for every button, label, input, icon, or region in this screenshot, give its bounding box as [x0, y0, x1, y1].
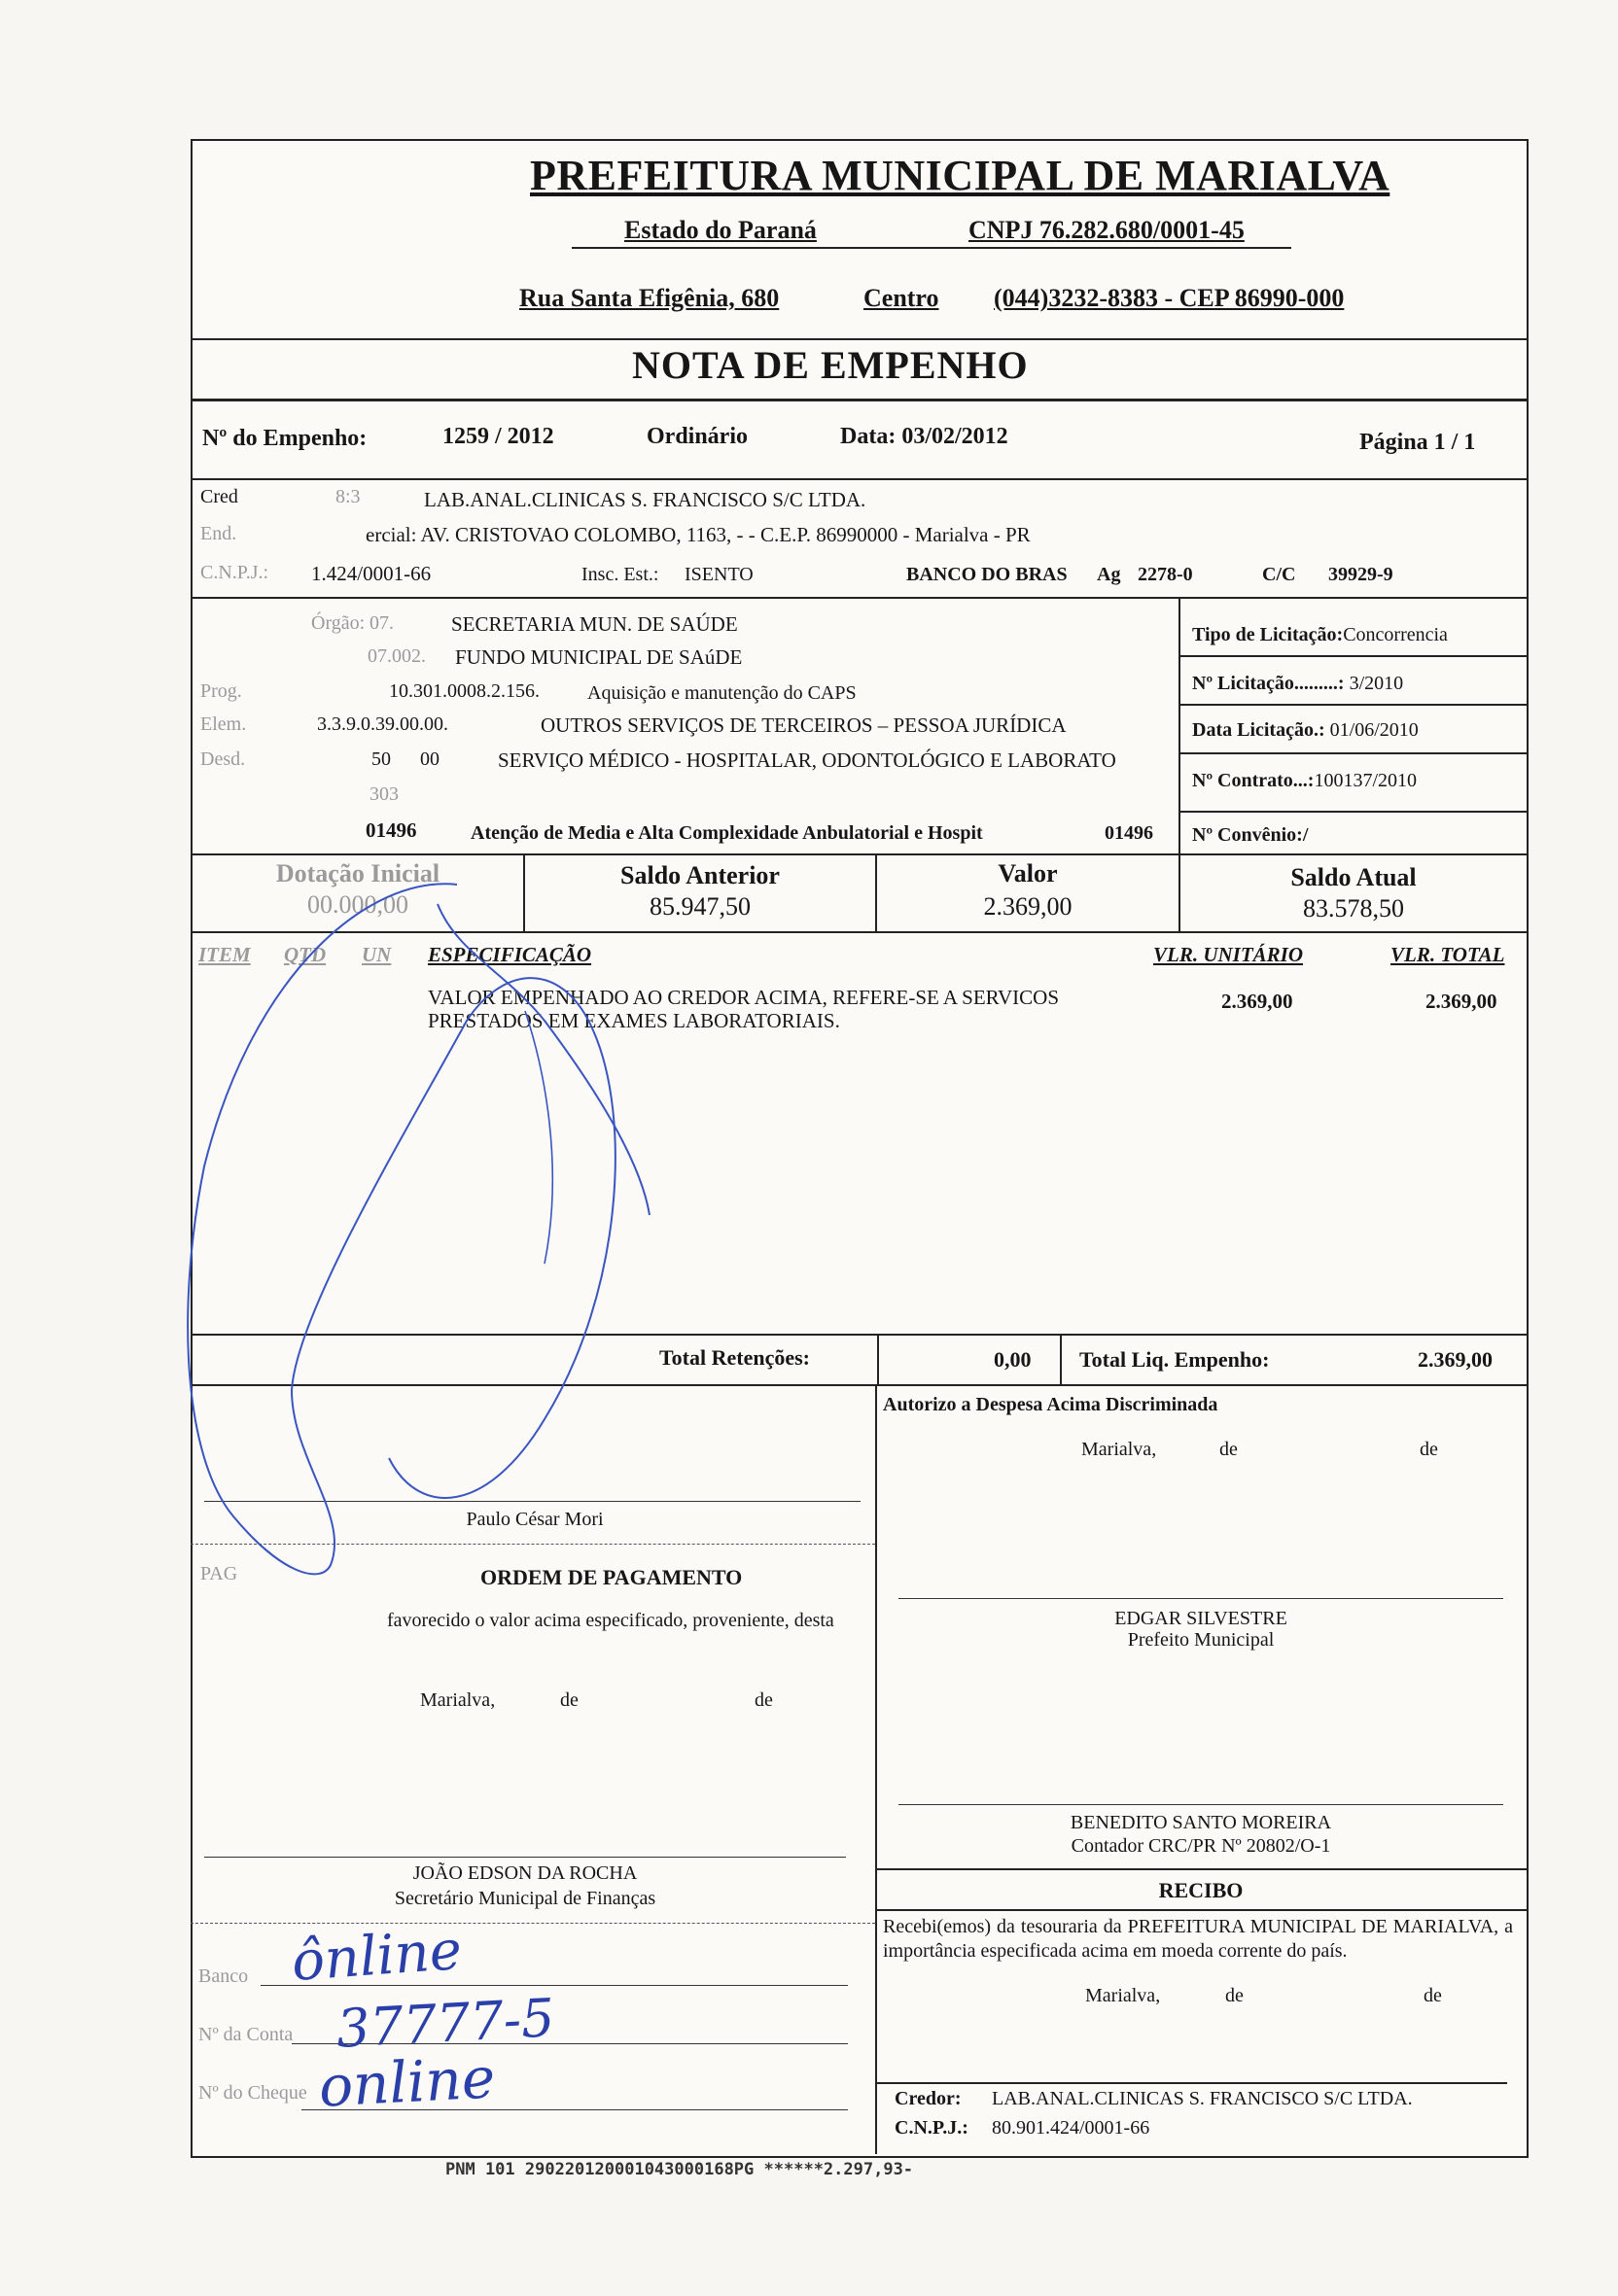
- item-spec-line1: VALOR EMPENHADO AO CREDOR ACIMA, REFERE-SE A SERVICOS: [428, 986, 1060, 1009]
- budget-extra-code: 303: [369, 783, 399, 805]
- accountant-name: BENEDITO SANTO MOREIRA: [1070, 1812, 1332, 1833]
- creditor-cc-label: C/C: [1262, 564, 1296, 585]
- recibo-credor-label: Credor:: [895, 2088, 962, 2109]
- col-vlr-total: VLR. TOTAL: [1390, 943, 1505, 966]
- authorization-de2: de: [1420, 1439, 1438, 1460]
- orgao-code: 07.: [369, 612, 394, 634]
- recibo-cnpj-label: C.N.P.J.:: [895, 2117, 968, 2139]
- header-district: Centro: [863, 284, 939, 312]
- header-cnpj: CNPJ 76.282.680/0001-45: [968, 216, 1245, 244]
- item-unit-value: 2.369,00: [1221, 990, 1293, 1013]
- tipo-licitacao-label: Tipo de Licitação:Concorrencia: [1192, 624, 1448, 645]
- banco-label: Banco: [198, 1966, 249, 1987]
- authorization-place: Marialva,: [1081, 1439, 1157, 1460]
- tipo-licitacao-value: Concorrencia: [1343, 624, 1448, 645]
- recibo-text: Recebi(emos) da tesouraria da PREFEITURA MUNICIPAL DE MARIALVA, a importância especificada acima em moeda corrente do país.: [883, 1916, 1513, 1962]
- orgao-label: Órgão:: [311, 612, 366, 634]
- recibo-title: RECIBO: [1158, 1878, 1244, 1902]
- item-total-value: 2.369,00: [1425, 990, 1497, 1013]
- saldo-atual-value: 83.578,50: [1303, 894, 1404, 922]
- col-especificacao: ESPECIFICAÇÃO: [428, 943, 592, 966]
- saldo-atual-label: Saldo Atual: [1290, 863, 1417, 891]
- col-vlr-unitario: VLR. UNITÁRIO: [1153, 943, 1304, 966]
- desdobramento-code: 50 00: [371, 748, 440, 770]
- header-phone-cep: (044)3232-8383 - CEP 86990-000: [994, 284, 1345, 312]
- pag-label: PAG: [200, 1563, 238, 1584]
- recibo-credor: LAB.ANAL.CLINICAS S. FRANCISCO S/C LTDA.: [992, 2088, 1413, 2109]
- contrato-number: Nº Contrato...:100137/2010: [1192, 770, 1418, 791]
- header-state: Estado do Paraná: [624, 216, 817, 244]
- page-number: Página 1 / 1: [1359, 430, 1476, 455]
- creditor-cnpj-label: C.N.P.J.:: [200, 562, 269, 583]
- creditor-address-label: End.: [200, 523, 237, 544]
- signer-joao-edson-role: Secretário Municipal de Finanças: [394, 1888, 656, 1909]
- payment-place: Marialva,: [420, 1689, 496, 1711]
- total-liquido-label: Total Liq. Empenho:: [1079, 1347, 1270, 1372]
- conta-label: Nº da Conta: [198, 2024, 294, 2045]
- recurso-name: Atenção de Media e Alta Complexidade Anbulatorial e Hospit: [471, 822, 983, 844]
- mayor-name: EDGAR SILVESTRE: [1114, 1608, 1287, 1629]
- total-liquido-value: 2.369,00: [1418, 1347, 1493, 1372]
- banco-handwritten: ônline: [289, 1918, 464, 1995]
- recibo-de2: de: [1424, 1985, 1442, 2006]
- item-spec-line2: PRESTADOS EM EXAMES LABORATORIAIS.: [428, 1009, 840, 1032]
- signer-paulo-cesar-mori: Paulo César Mori: [466, 1509, 604, 1530]
- header-address: Rua Santa Efigênia, 680: [519, 284, 780, 312]
- cheque-handwritten: online: [317, 2044, 497, 2120]
- creditor-bank: BANCO DO BRAS: [906, 564, 1068, 585]
- recurso-code-right: 01496: [1105, 822, 1153, 844]
- desdobramento-label: Desd.: [200, 748, 246, 770]
- creditor-ag: 2278-0: [1138, 564, 1193, 585]
- unidade-code: 07.002.: [368, 645, 426, 667]
- elemento-name: OUTROS SERVIÇOS DE TERCEIROS – PESSOA JURÍDICA: [541, 713, 1067, 737]
- creditor-name: LAB.ANAL.CLINICAS S. FRANCISCO S/C LTDA.: [424, 488, 866, 511]
- programa-name: Aquisição e manutenção do CAPS: [587, 682, 857, 704]
- dotacao-inicial-value: 00.000,00: [307, 890, 408, 919]
- creditor-label: Cred: [200, 486, 238, 507]
- recibo-cnpj: 80.901.424/0001-66: [992, 2117, 1150, 2139]
- autorizo-text: Autorizo a Despesa Acima Discriminada: [883, 1394, 1218, 1415]
- ordem-pagamento-title: ORDEM DE PAGAMENTO: [480, 1565, 743, 1589]
- creditor-address: ercial: AV. CRISTOVAO COLOMBO, 1163, - - C.E.P. 86990000 - Marialva - PR: [366, 523, 1031, 546]
- conta-handwritten: 37777-5: [334, 1987, 556, 2060]
- dotacao-inicial-label: Dotação Inicial: [275, 859, 440, 887]
- cheque-label: Nº do Cheque: [198, 2082, 307, 2104]
- unidade-name: FUNDO MUNICIPAL DE SAúDE: [455, 645, 743, 669]
- saldo-anterior-value: 85.947,50: [650, 892, 751, 921]
- recibo-place: Marialva,: [1085, 1985, 1161, 2006]
- empenho-number: 1259 / 2012: [442, 424, 554, 449]
- licitacao-number: Nº Licitação.........: 3/2010: [1192, 673, 1404, 694]
- elemento-label: Elem.: [200, 713, 247, 735]
- programa-code: 10.301.0008.2.156.: [389, 680, 540, 702]
- desdobramento-name: SERVIÇO MÉDICO - HOSPITALAR, ODONTOLÓGICO E LABORATO: [498, 748, 1116, 772]
- empenho-date: Data: 03/02/2012: [840, 424, 1008, 449]
- page-title: PREFEITURA MUNICIPAL DE MARIALVA: [530, 152, 1390, 199]
- creditor-ag-label: Ag: [1097, 564, 1121, 585]
- creditor-code: 8:3: [335, 486, 361, 507]
- total-retencoes-value: 0,00: [994, 1347, 1032, 1372]
- creditor-insc: ISENTO: [685, 564, 754, 585]
- authorization-de1: de: [1219, 1439, 1238, 1460]
- recurso-code: 01496: [366, 818, 417, 842]
- footer-code: PNM 101 290220120001043000168PG ******2.297,93-: [445, 2160, 914, 2179]
- total-retencoes-label: Total Retenções:: [659, 1345, 810, 1370]
- empenho-type: Ordinário: [647, 424, 749, 449]
- payment-de2: de: [755, 1689, 773, 1711]
- orgao-name: SECRETARIA MUN. DE SAÚDE: [451, 612, 738, 636]
- mayor-role: Prefeito Municipal: [1127, 1629, 1275, 1651]
- convenio-number: Nº Convênio:/: [1192, 824, 1309, 846]
- saldo-anterior-label: Saldo Anterior: [620, 861, 780, 889]
- recibo-de1: de: [1225, 1985, 1244, 2006]
- col-qtd: QTD: [284, 943, 327, 966]
- accountant-role: Contador CRC/PR Nº 20802/O-1: [1071, 1835, 1331, 1857]
- elemento-code: 3.3.9.0.39.00.00.: [317, 713, 448, 735]
- signer-joao-edson: JOÃO EDSON DA ROCHA: [412, 1862, 638, 1884]
- valor-label: Valor: [998, 859, 1058, 887]
- valor-value: 2.369,00: [983, 892, 1073, 921]
- programa-label: Prog.: [200, 680, 242, 702]
- col-item: ITEM: [198, 943, 251, 966]
- creditor-cnpj: 1.424/0001-66: [311, 562, 432, 585]
- creditor-insc-label: Insc. Est.:: [581, 564, 659, 585]
- document-type-title: NOTA DE EMPENHO: [632, 343, 1029, 387]
- creditor-cc: 39929-9: [1328, 564, 1393, 585]
- payment-de1: de: [560, 1689, 579, 1711]
- ordem-pagamento-text: favorecido o valor acima especificado, proveniente, desta: [387, 1610, 834, 1631]
- licitacao-date: Data Licitação.: 01/06/2010: [1192, 719, 1419, 741]
- col-un: UN: [362, 943, 392, 966]
- empenho-number-label: Nº do Empenho:: [202, 426, 368, 451]
